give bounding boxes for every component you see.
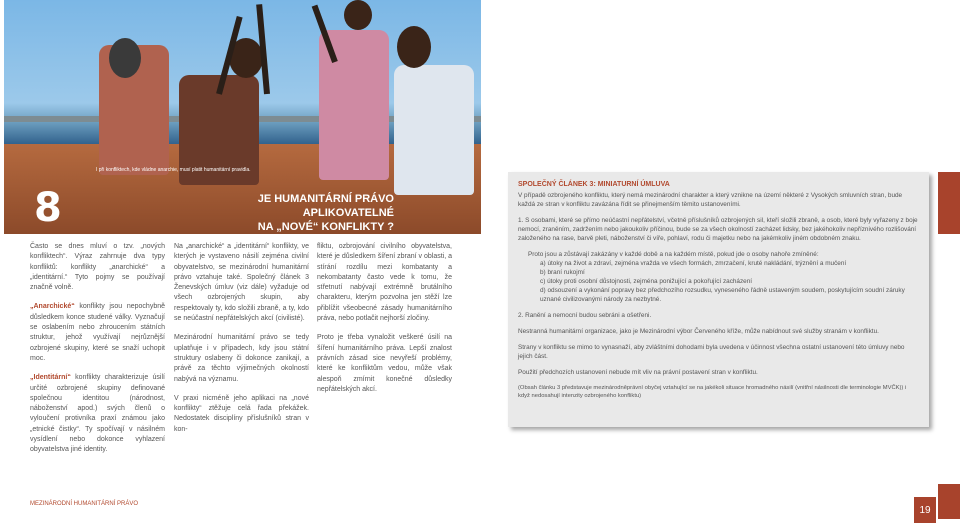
text-column-2 <box>174 242 309 444</box>
text-column-3 <box>317 242 452 404</box>
box-item-1: 1. S osobami, které se přímo neúčastní nepřátelství, včetně příslušníků ozbrojených sil, kteří složili zbraně, a osob, které byly vyřazeny z boje nemocí, zraněním, zadržením nebo jakoukoliv příčinou, bude se za všech okolností zacházet lidsky, bez jakéhokoliv nepříznivého rozlišování založeného na rase, barvě pleti, náboženství či víře, pohlaví, rodu či majetku nebo na jakémkoliv jiném obdobném znaku. <box>518 217 918 242</box>
photo-caption: I při konfliktech, kde vládne anarchie, musí platit humanitární pravidla. <box>96 167 251 173</box>
paragraph: Často se dnes mluví o tzv. „nových konfliktech“. Výraz zahrnuje dva typy konfliktů: konflikty „anarchické“ a „identitární.“ Tyto pojmy se používají značně volně. <box>30 243 165 292</box>
photo-person-head <box>109 38 141 78</box>
heading-line-2: NA „NOVÉ“ KONFLIKTY ? <box>257 221 394 233</box>
footer-title: MEZINÁRODNÍ HUMANITÁRNÍ PRÁVO <box>30 501 139 507</box>
box-title: SPOLEČNÝ ČLÁNEK 3: MINIATURNÍ ÚMLUVA <box>518 181 670 188</box>
paragraph <box>30 302 165 364</box>
prohibited-item-c: c) útoky proti osobní důstojnosti, zejména ponižující a pokořující zacházení <box>540 278 753 285</box>
prohibited-item-d: d) odsouzení a vykonání popravy bez předchozího rozsudku, vyneseného řádně ustaveným soudem, poskytujícím soudní záruky uznané civilizovanými národy za nezbytné. <box>540 287 905 303</box>
prohibited-item-a: a) útoky na život a zdraví, zejména vražda ve všech formách, zmrzačení, kruté nakládání, trýznění a mučení <box>540 260 847 267</box>
paragraph: fliktu, ozbrojování civilního obyvatelstva, které je důsledkem šíření zbraní v oblasti, a stírání rozdílu mezi kombatanty a nekombatanty často vede k tomu, že střetnutí nabývají extrémně brutálního charakteru, kterým pozvolna jen stěží lze přiblížit všeobecné zásady humanitárního práva, nebo potlačit nejhorší zločiny. <box>317 243 453 323</box>
prohibited-item-b: b) braní rukojmí <box>540 269 585 276</box>
box-paragraph-icrc: Nestranná humanitární organizace, jako je Mezinárodní výbor Červeného kříže, může nabídnout své služby stranám v konfliktu. <box>518 328 879 335</box>
right-edge-tab-bottom <box>938 484 960 519</box>
paragraph-text: konflikty charakterizuje úsilí určité ozbrojené skupiny definované společnou identitou (národnost, náboženství apod.) svých členů o vyloučení protivníka praxí známou jako „etnické čistky“. Ty spočívají v násilném vysídlení nebo dokonce vyhlazení obyvatelstva jiné identity. <box>30 374 165 454</box>
prohibited-intro: Proto jsou a zůstávají zakázány v každé době a na každém místě, pokud jde o osoby nahoře zmíněné: <box>528 251 819 258</box>
page-number-right: 19 <box>914 497 936 523</box>
photo-person-head <box>397 26 431 68</box>
box-note: (Obsah článku 3 představuje mezinárodněprávní obyčej vztahující se na jakékoli situace hromadného násilí (vnitřní násilnosti dle terminologie MVČK)) i když nedosahují intenzity ozbrojeného konfliktu) <box>518 385 907 399</box>
box-item-2: 2. Ranění a nemocní budou sebráni a ošetřeni. <box>518 312 652 319</box>
prohibited-list <box>518 250 918 304</box>
right-edge-tab <box>938 172 960 234</box>
article-3-box <box>508 172 929 427</box>
text-column-1 <box>30 242 165 465</box>
chapter-number: 8 <box>34 185 62 231</box>
paragraph: V praxi nicméně jeho aplikaci na „nové konflikty“ ztěžuje celá řada překážek. Nedostatek disciplíny příslušníků stran v kon- <box>174 394 309 433</box>
heading-line-1: JE HUMANITÁRNÍ PRÁVO APLIKOVATELNÉ <box>257 193 394 219</box>
photo-person-head <box>344 0 372 30</box>
section-heading <box>164 192 394 234</box>
term-identity: „Identitární“ <box>30 374 71 382</box>
box-intro: V případě ozbrojeného konfliktu, který nemá mezinárodní charakter a který vznikne na území některé z Vysokých smluvních stran, bude každá ze stran v konfliktu zavázána řídit se přinejmenším těmito ustanoveními. <box>518 192 903 208</box>
paragraph: Mezinárodní humanitární právo se tedy uplatňuje i v případech, kdy jsou státní struktury oslabeny či dokonce zanikají, a právě za těchto výjimečných okolností nabývá na významu. <box>174 334 309 383</box>
box-body <box>518 191 918 407</box>
paragraph <box>30 373 165 455</box>
photo-armed-men-on-boat <box>4 0 481 234</box>
paragraph-text: konflikty jsou nepochybně důsledkem konce studené války. Vyznačují se oslabením nebo zhroucením státních struktur, jehož využívají nejrůznější ozbrojené skupiny, které se snaží uchopit moc. <box>30 303 165 362</box>
photo-person <box>394 65 474 195</box>
box-paragraph-agreements: Strany v konfliktu se mimo to vynasnaží, aby zvláštními dohodami byla uvedena v účinnost všechna ostatní ustanovení této úmluvy nebo jejich část. <box>518 344 905 360</box>
box-paragraph-status: Použití předchozích ustanovení nebude mít vliv na právní postavení stran v konfliktu. <box>518 369 758 376</box>
paragraph: Proto je třeba vynaložit veškeré úsilí na šíření humanitárního práva. Lepší znalost právních zásad sice nevyřeší problémy, které ke konfliktům vedou, může však alespoň zmírnit konečné důsledky nepřátelských akcí. <box>317 334 452 393</box>
term-anarchic: „Anarchické“ <box>30 303 75 311</box>
paragraph: Na „anarchické“ a „identitární“ konflikty, ve kterých je vystaveno násilí zejména civilní obyvatelstvo, se mezinárodní humanitární právo vztahuje také. Společný článek 3 Ženevských úmluv (viz dále) vyžaduje od všech ozbrojených skupin, aby respektovaly ty, kdo složili zbraně, a ty, kdo se neúčastní nepřátelských akcí (civilisté). <box>174 243 309 323</box>
